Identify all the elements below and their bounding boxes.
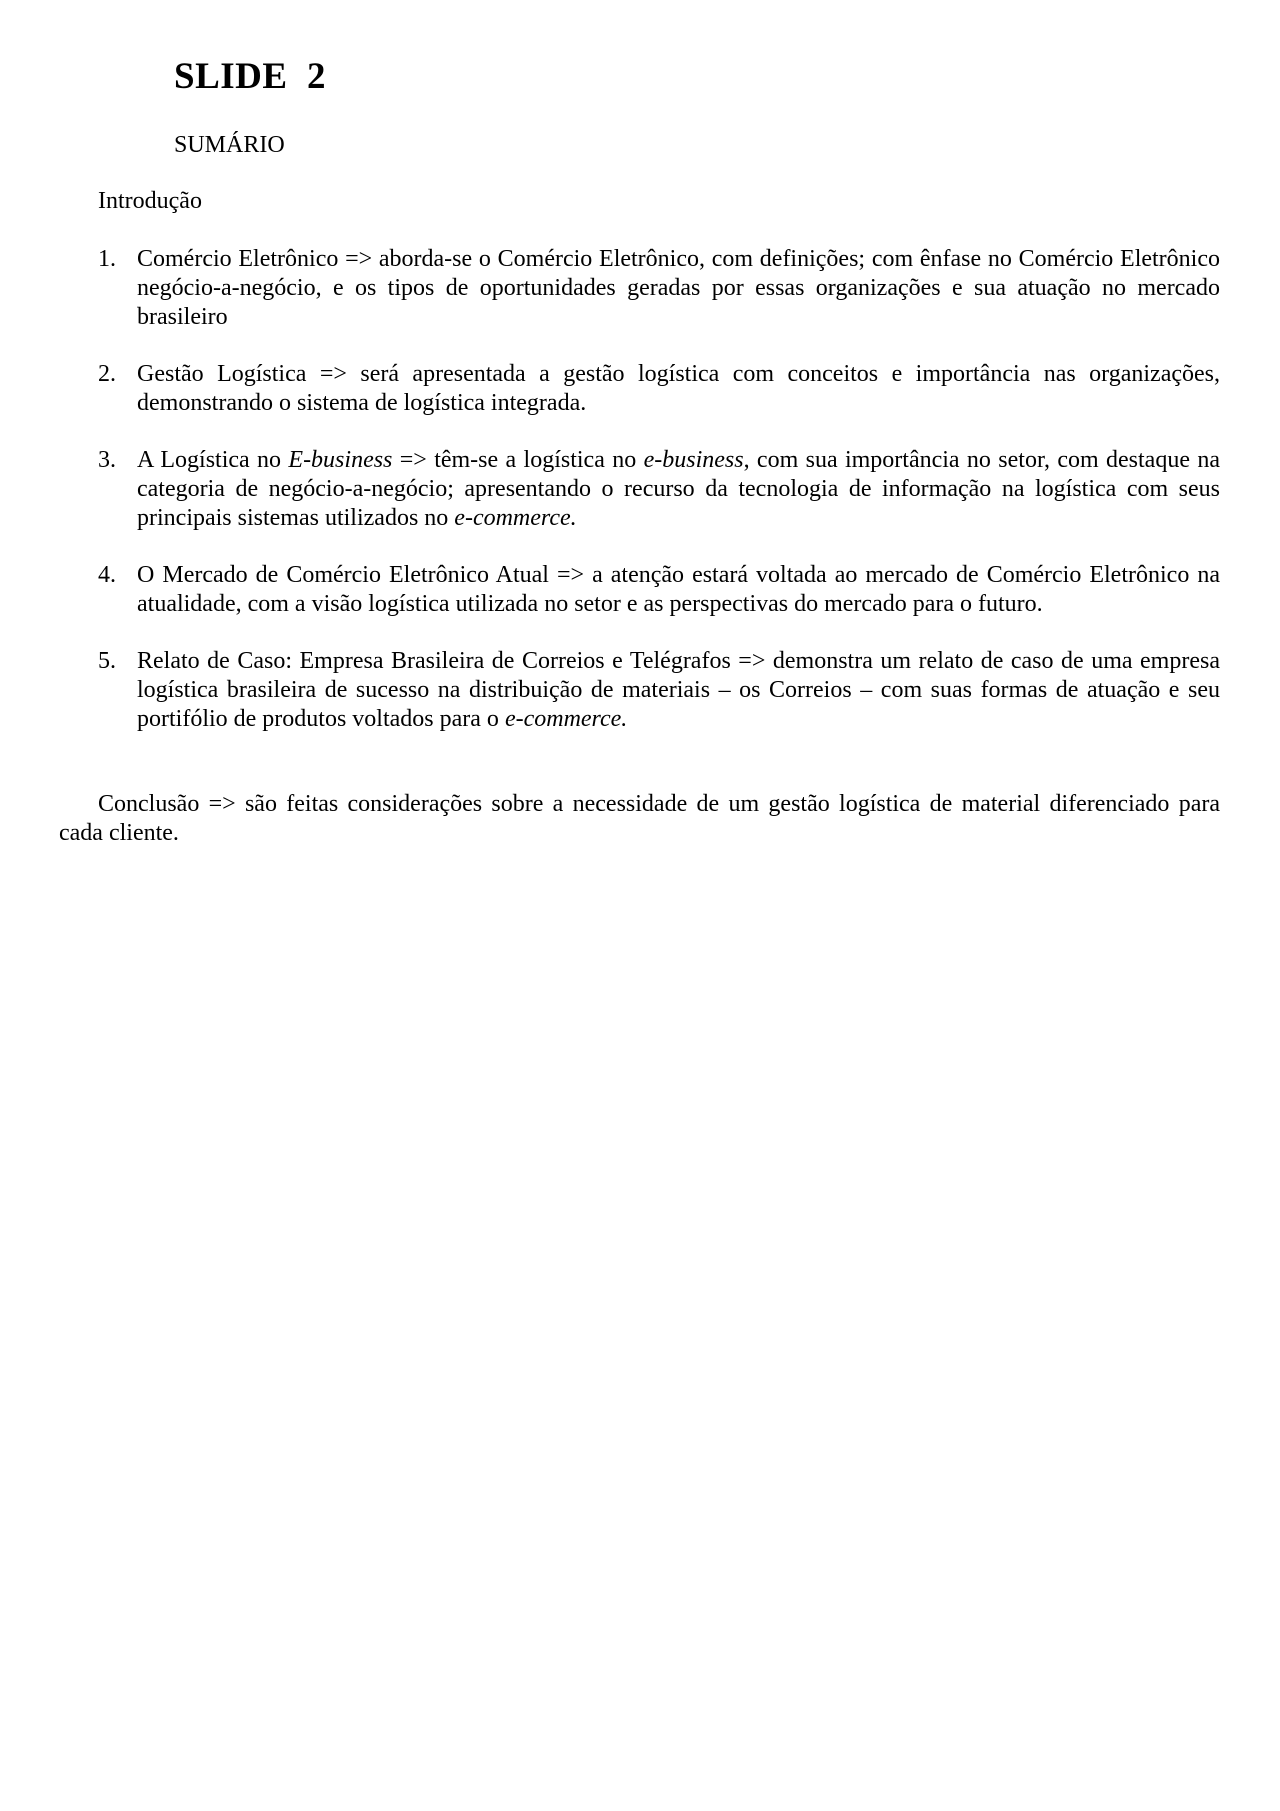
- item-emphasis: e-commerce.: [504, 706, 628, 732]
- item-text-part: , com sua importância no setor, com destaque na categoria de negócio-a-negócio; apresentando o recurso da tecnologia de informação na logística com seus principais sistemas utilizados no: [137, 447, 1220, 531]
- item-number: 5.: [98, 648, 116, 674]
- item-emphasis: E-business: [288, 447, 393, 473]
- item-emphasis: e-business: [643, 447, 744, 473]
- item-text-part: Relato de Caso: Empresa Brasileira de Correios e Telégrafos => demonstra um relato de caso de uma empresa logística brasileira de sucesso na distribuição de materiais – os Correios – com suas formas de atuação e seu portifólio de produtos voltados para o: [137, 648, 1220, 732]
- list-item: [98, 561, 1220, 619]
- item-emphasis: e-commerce.: [454, 505, 577, 531]
- list-item: [98, 360, 1220, 418]
- item-number: 4.: [98, 562, 116, 588]
- item-text: Comércio Eletrônico => aborda-se o Comércio Eletrônico, com definições; com ênfase no Comércio Eletrônico negócio-a-negócio, e os tipos de oportunidades geradas por essas organizações e sua atuação no mercado brasileiro: [137, 246, 1220, 330]
- summary-list: [98, 245, 1220, 762]
- intro-label: Introdução: [98, 188, 202, 214]
- item-text-part: => têm-se a logística no: [392, 447, 644, 473]
- item-text: Gestão Logística => será apresentada a gestão logística com conceitos e importância nas organizações, demonstrando o sistema de logística integrada.: [137, 361, 1220, 416]
- summary-heading: SUMÁRIO: [174, 132, 285, 158]
- conclusion-paragraph: Conclusão => são feitas considerações sobre a necessidade de um gestão logística de material diferenciado para cada cliente.: [59, 791, 1220, 846]
- list-item: [98, 245, 1220, 332]
- list-item: [98, 647, 1220, 734]
- item-text-part: A Logística no: [137, 447, 289, 473]
- item-number: 3.: [98, 447, 116, 473]
- item-number: 1.: [98, 246, 116, 272]
- list-item: [98, 446, 1220, 533]
- slide-title: SLIDE 2: [174, 56, 327, 97]
- item-text: O Mercado de Comércio Eletrônico Atual => a atenção estará voltada ao mercado de Comércio Eletrônico na atualidade, com a visão logística utilizada no setor e as perspectivas do mercado para o futuro.: [137, 562, 1220, 617]
- item-number: 2.: [98, 361, 116, 387]
